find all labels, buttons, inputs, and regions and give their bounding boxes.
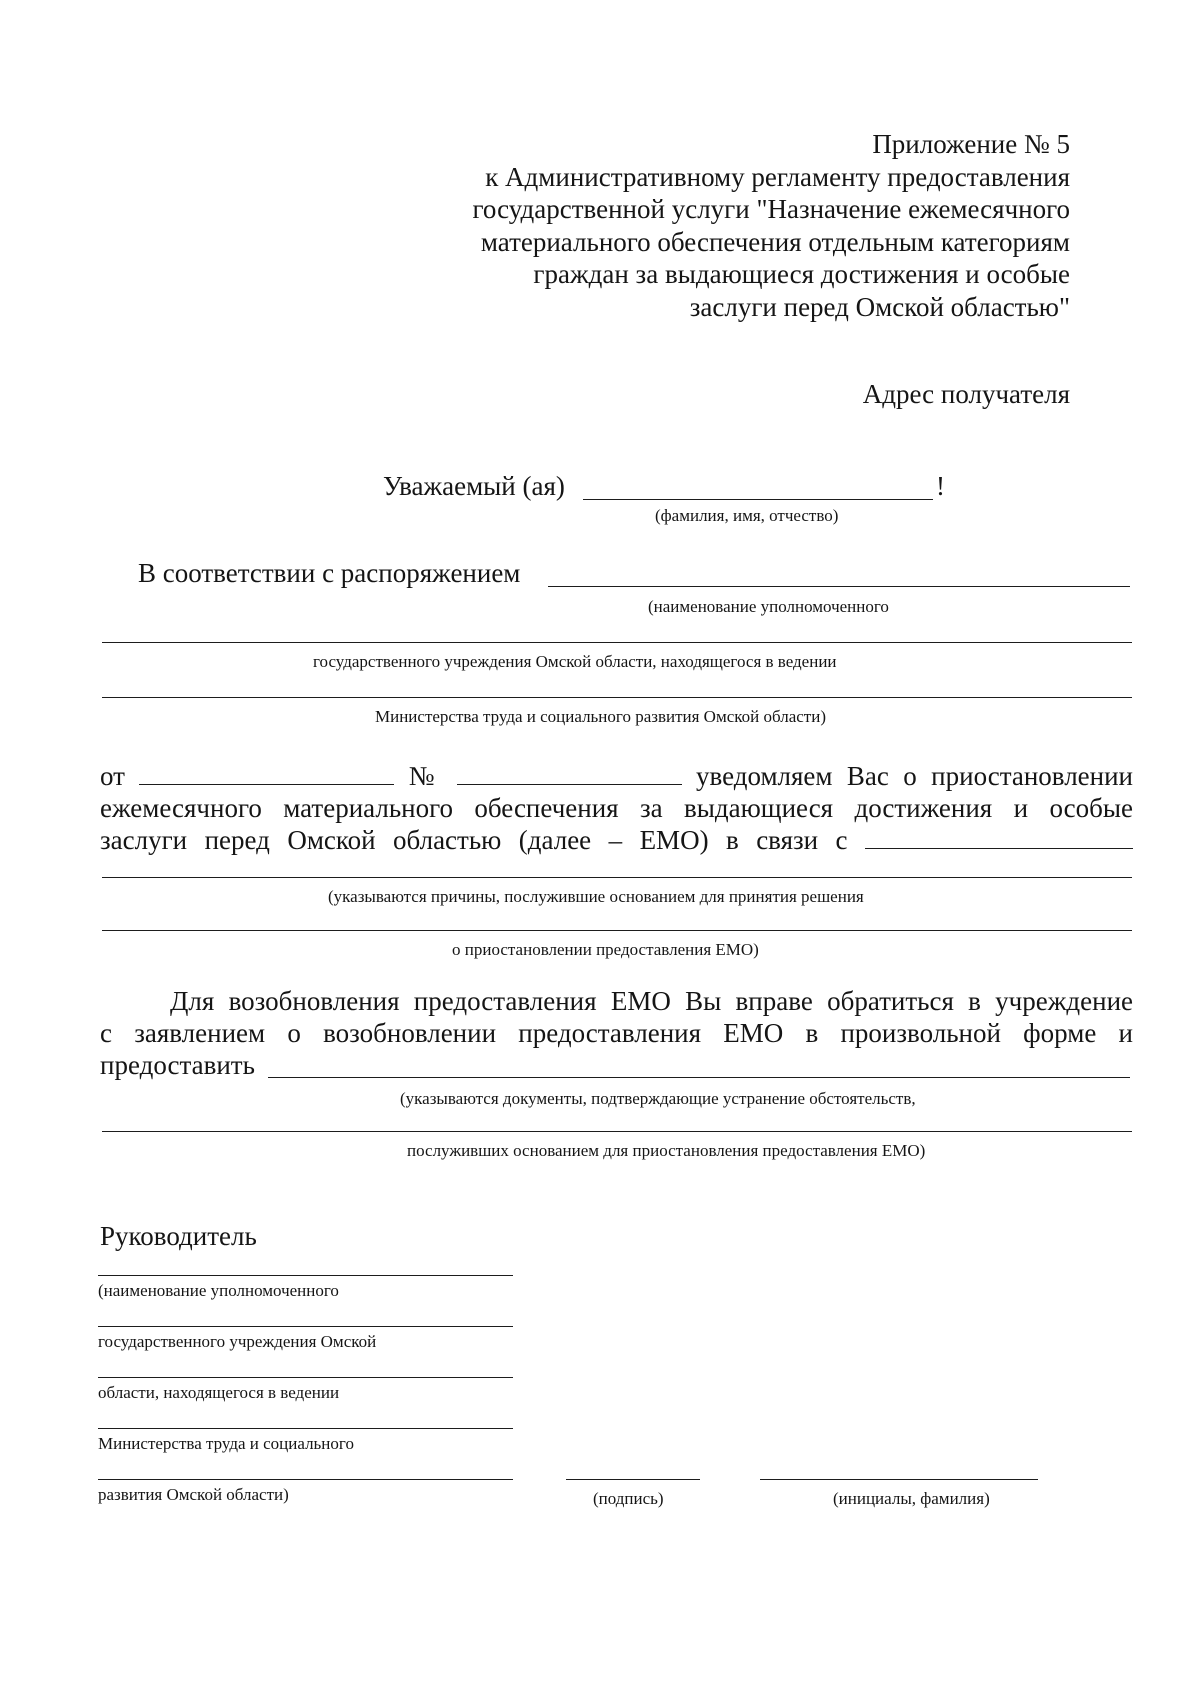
number-label: №	[408, 761, 443, 791]
decree-field-line-2[interactable]	[102, 642, 1132, 643]
signature-caption: (подпись)	[593, 1489, 664, 1508]
notice-line-3	[100, 824, 1133, 856]
org-caption: развития Омской области)	[98, 1485, 289, 1504]
from-label: от	[100, 761, 125, 791]
notice-text: заслуги перед Омской областью (далее – ЕМО) в связи с	[100, 825, 848, 855]
org-caption: области, находящегося в ведении	[98, 1383, 340, 1402]
date-field[interactable]	[139, 762, 394, 785]
renewal-line-1: Для возобновления предоставления ЕМО Вы вправе обратиться в учреждение	[170, 986, 1133, 1016]
appendix-line: материального обеспечения отдельным категориям	[480, 226, 1070, 257]
greeting-caption: (фамилия, имя, отчество)	[655, 506, 839, 525]
org-field-line[interactable]	[98, 1275, 513, 1276]
decree-field-line-3[interactable]	[102, 697, 1132, 698]
org-caption: государственного учреждения Омской	[98, 1332, 377, 1351]
signature-head: Руководитель	[100, 1221, 257, 1251]
org-caption: Министерства труда и социального	[98, 1434, 354, 1453]
reason-caption: о приостановлении предоставления ЕМО)	[452, 940, 759, 959]
documents-field[interactable]	[268, 1077, 1130, 1078]
decree-label: В соответствии с распоряжением	[138, 558, 521, 588]
org-field-line[interactable]	[98, 1326, 513, 1327]
org-caption: (наименование уполномоченного	[98, 1281, 339, 1300]
renewal-line-3: предоставить	[100, 1050, 255, 1080]
name-initials-caption: (инициалы, фамилия)	[833, 1489, 990, 1508]
recipient-address-label: Адрес получателя	[862, 379, 1070, 409]
appendix-line: граждан за выдающиеся достижения и особые	[533, 259, 1070, 289]
org-field-line[interactable]	[98, 1377, 513, 1378]
appendix-title: Приложение № 5	[872, 129, 1070, 159]
org-field-line[interactable]	[98, 1428, 513, 1429]
documents-caption: (указываются документы, подтверждающие устранение обстоятельств,	[400, 1089, 916, 1108]
decree-field[interactable]	[548, 586, 1130, 587]
number-field[interactable]	[457, 762, 682, 785]
documents-field-line-2[interactable]	[102, 1131, 1132, 1132]
signature-field[interactable]	[566, 1479, 700, 1480]
renewal-line-2: с заявлением о возобновлении предоставления ЕМО в произвольной форме и	[100, 1018, 1133, 1048]
decree-caption: (наименование уполномоченного	[648, 597, 889, 616]
notice-line-2: ежемесячного материального обеспечения за выдающиеся достижения и особые	[100, 793, 1133, 823]
name-initials-field[interactable]	[760, 1479, 1038, 1480]
greeting-exclamation: !	[936, 471, 945, 501]
notice-line-1	[100, 760, 1133, 792]
recipient-name-field[interactable]	[583, 499, 933, 500]
appendix-line: к Административному регламенту предоставления	[485, 161, 1070, 192]
notice-text: уведомляем Вас о приостановлении	[696, 761, 1133, 791]
decree-caption: Министерства труда и социального развития Омской области)	[375, 707, 826, 726]
documents-caption: послуживших основанием для приостановления предоставления ЕМО)	[407, 1141, 926, 1160]
reason-field-line-3[interactable]	[102, 930, 1132, 931]
appendix-line: государственной услуги "Назначение ежемесячного	[472, 194, 1070, 224]
reason-field-line-2[interactable]	[102, 877, 1132, 878]
org-field-line[interactable]	[98, 1479, 513, 1480]
decree-caption: государственного учреждения Омской области, находящегося в ведении	[313, 652, 837, 671]
appendix-line: заслуги перед Омской областью"	[689, 291, 1070, 322]
greeting-label: Уважаемый (ая)	[383, 471, 565, 501]
appendix-header	[473, 128, 1070, 323]
reason-caption: (указываются причины, послужившие основанием для принятия решения	[328, 887, 864, 906]
reason-field[interactable]	[865, 826, 1133, 849]
